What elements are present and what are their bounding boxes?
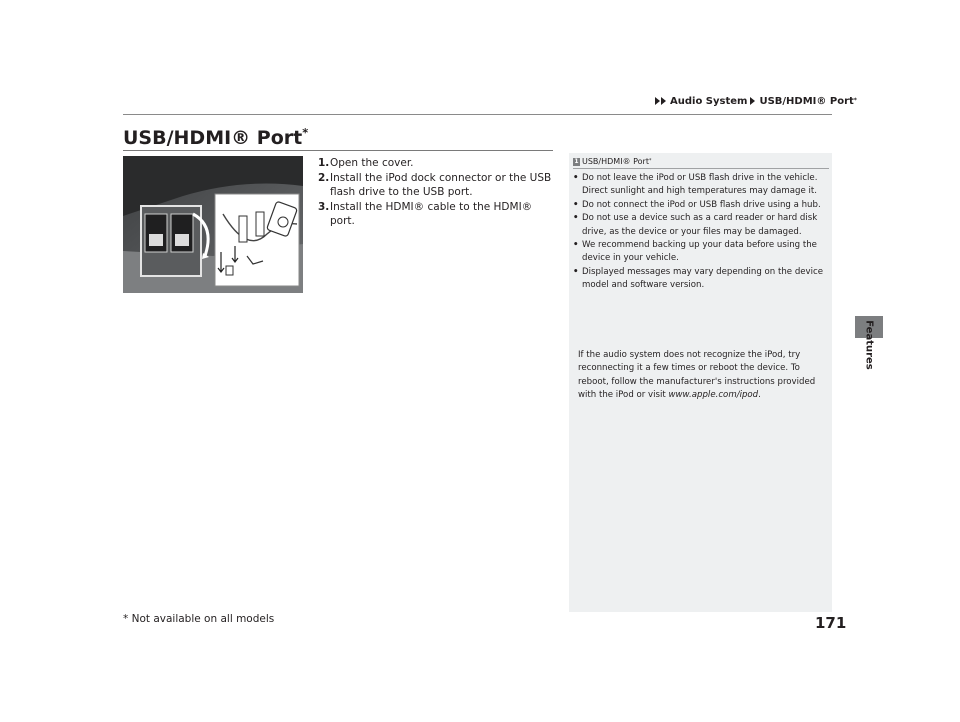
breadcrumb-item-usb-hdmi-port[interactable]: USB/HDMI® Port	[759, 95, 854, 107]
page-number: 171	[815, 614, 847, 632]
note-divider	[573, 168, 829, 169]
installation-steps	[318, 156, 558, 229]
reference-icon: 1	[574, 157, 579, 165]
list-item: • Displayed messages may vary depending on the device model and software version.	[573, 266, 825, 293]
note-paragraph	[578, 349, 828, 403]
note-bullet-list	[573, 172, 825, 293]
page-title: USB/HDMI® Port*	[123, 125, 309, 149]
step-number: 3.	[318, 201, 330, 213]
list-item: • We recommend backing up your data before using the device in your vehicle.	[573, 239, 825, 266]
step-text: Open the cover.	[330, 157, 414, 169]
title-divider	[123, 150, 553, 151]
note-heading-text: USB/HDMI® Port	[582, 157, 649, 166]
step-item	[318, 200, 558, 228]
step-item	[318, 171, 558, 199]
step-number: 1.	[318, 157, 330, 169]
title-asterisk: *	[302, 125, 309, 140]
list-item: • Do not connect the iPod or USB flash drive using a hub.	[573, 199, 825, 212]
note-heading: 1 USB/HDMI® Port *	[574, 157, 652, 166]
note-paragraph-period: .	[758, 390, 761, 401]
breadcrumb-item-audio-system[interactable]: Audio System	[670, 95, 748, 107]
list-item: • Do not leave the iPod or USB flash drive in the vehicle. Direct sunlight and high temperatures may damage it.	[573, 172, 825, 199]
step-text: Install the iPod dock connector or the USB flash drive to the USB port.	[330, 172, 552, 198]
usb-port-illustration	[123, 156, 303, 293]
breadcrumb-arrow-icon	[655, 97, 667, 105]
apple-ipod-link[interactable]: www.apple.com/ipod	[668, 390, 759, 401]
footnote: * Not available on all models	[123, 613, 275, 625]
step-number: 2.	[318, 172, 330, 184]
note-paragraph-text: If the audio system does not recognize the iPod, try reconnecting it a few times or reboot the device. To reboot, follow the manufacturer's instructions provided with the iPod or visit	[578, 350, 816, 401]
header-divider	[123, 114, 832, 115]
usb-hdmi-port-diagram-icon	[123, 156, 303, 293]
breadcrumb: Audio System USB/HDMI® Port *	[655, 93, 857, 109]
step-item	[318, 156, 558, 170]
list-item: • Do not use a device such as a card reader or hard disk drive, as the device or your files may be damaged.	[573, 212, 825, 239]
section-tab-label: Features	[863, 320, 875, 370]
breadcrumb-arrow-icon	[750, 97, 756, 105]
step-text: Install the HDMI® cable to the HDMI® port.	[330, 201, 533, 227]
